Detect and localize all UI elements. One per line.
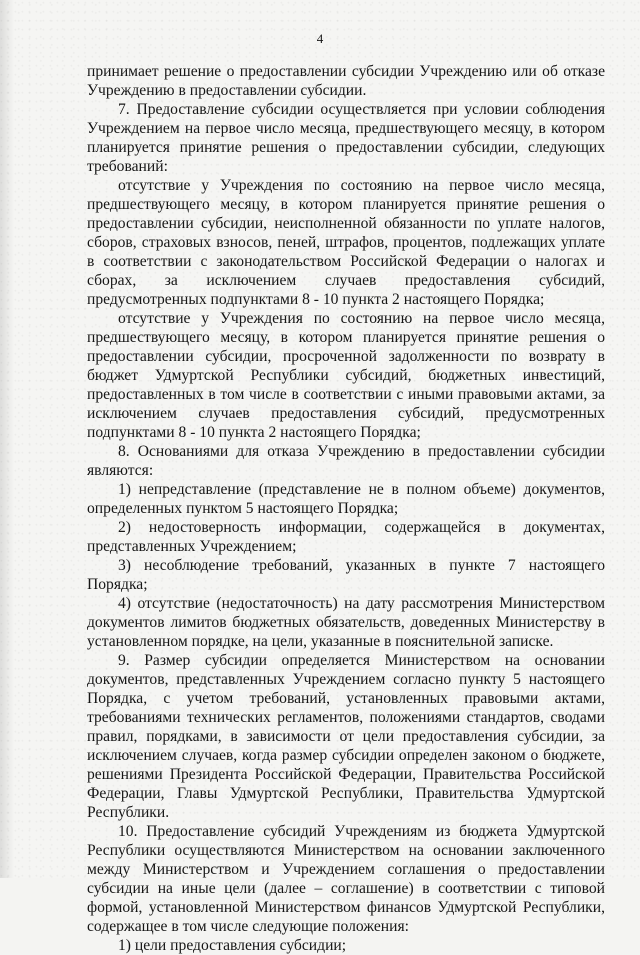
paragraph: 3) несоблюдение требований, указанных в пункте 7 настоящего Порядка; bbox=[87, 557, 605, 593]
document-body bbox=[87, 62, 605, 955]
scan-edge-shadow bbox=[0, 0, 14, 878]
paragraph: 9. Размер субсидии определяется Министерством на основании документов, представленных Учреждением согласно пункту 5 настоящего Порядка, с учетом требований, установленных правовыми актами, требованиями технических регламентов, положениями стандартов, сводами правил, порядками, в зависимости от цели предоставления субсидии, за исключением случаев, когда размер субсидии определен законом о бюджете, решениями Президента Российской Федерации, Правительства Российской Федерации, Главы Удмуртской Республики, Правительства Удмуртской Республики. bbox=[87, 652, 605, 821]
paragraph: принимает решение о предоставлении субсидии Учреждению или об отказе Учреждению в предоставлении субсидии. bbox=[87, 63, 605, 99]
paragraph: 1) непредставление (представление не в полном объеме) документов, определенных пунктом 5 настоящего Порядка; bbox=[87, 481, 605, 517]
paragraph: 1) цели предоставления субсидии; bbox=[118, 937, 347, 954]
paragraph: отсутствие у Учреждения по состоянию на первое число месяца, предшествующего месяцу, в котором планируется принятие решения о предоставлении субсидии, неисполненной обязанности по уплате налогов, сборов, страховых взносов, пеней, штрафов, процентов, подлежащих уплате в соответствии с законодательством Российской Федерации о налогах и сборах, за исключением случаев предоставления субсидий, предусмотренных подпунктами 8 - 10 пункта 2 настоящего Порядка; bbox=[87, 177, 605, 308]
paragraph: отсутствие у Учреждения по состоянию на первое число месяца, предшествующего месяцу, в котором планируется принятие решения о предоставлении субсидии, просроченной задолженности по возврату в бюджет Удмуртской Республики субсидий, бюджетных инвестиций, предоставленных в том числе в соответствии с иными правовыми актами, за исключением случаев предоставления субсидий, предусмотренных подпунктами 8 - 10 пункта 2 настоящего Порядка; bbox=[87, 310, 605, 441]
paragraph: 7. Предоставление субсидии осуществляется при условии соблюдения Учреждением на первое число месяца, предшествующего месяцу, в котором планируется принятие решения о предоставлении субсидии, следующих требований: bbox=[87, 101, 605, 175]
paragraph: 4) отсутствие (недостаточность) на дату рассмотрения Министерством документов лимитов бюджетных обязательств, доведенных Министерству в установленном порядке, на цели, указанные в пояснительной записке. bbox=[87, 595, 605, 650]
page-number: 4 bbox=[316, 31, 324, 46]
paragraph: 8. Основаниями для отказа Учреждению в предоставлении субсидии являются: bbox=[87, 443, 605, 479]
paragraph: 2) недостоверность информации, содержащейся в документах, представленных Учреждением; bbox=[87, 519, 605, 555]
paragraph: 10. Предоставление субсидий Учреждениям из бюджета Удмуртской Республики осуществляются Министерством на основании заключенного между Министерством и Учреждением соглашения о предоставлении субсидии на иные цели (далее – соглашение) в соответствии с типовой формой, установленной Министерством финансов Удмуртской Республики, содержащее в том числе следующие положения: bbox=[87, 823, 605, 935]
